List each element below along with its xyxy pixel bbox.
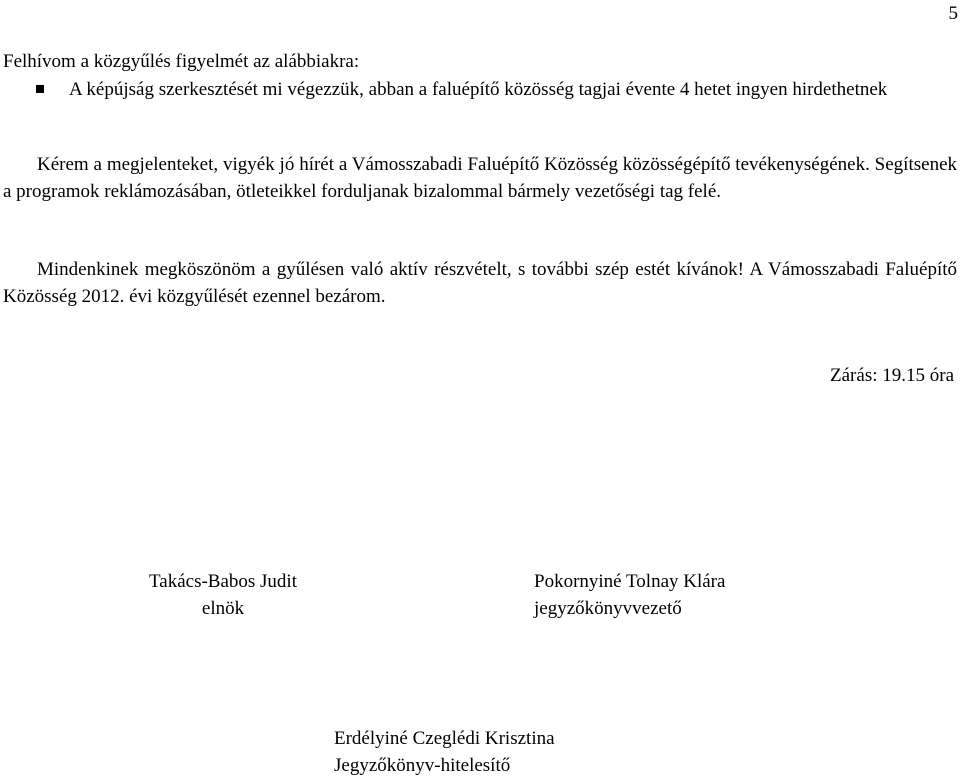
signature-authenticator-name: Erdélyiné Czeglédi Krisztina [334, 728, 555, 749]
signature-chair-name: Takács-Babos Judit [148, 571, 297, 592]
signature-chair-role: elnök [201, 598, 245, 619]
signature-secretary-role: jegyzőkönyvvezető [534, 598, 682, 619]
bullet-list [3, 76, 957, 103]
paragraph-thanks: Mindenkinek megköszönöm a gyűlésen való aktív részvételt, s további szép estét kívánok! A Vámosszabadi Faluépítő Közösség 2012. évi közgyűlését ezennel bezárom. [3, 259, 957, 307]
signature-secretary-name: Pokornyiné Tolnay Klára [534, 571, 726, 592]
signature-secretary [534, 568, 725, 622]
intro-text: Felhívom a közgyűlés figyelmét az alábbiakra: [3, 51, 360, 72]
closing-time: Zárás: 19.15 óra [830, 365, 954, 386]
paragraph-request: Kérem a megjelenteket, vigyék jó hírét a Vámosszabadi Faluépítő Közösség közösségépítő tevékenységének. Segítsenek a programok reklámozásában, ötleteikkel forduljanak bizalommal bármely vezetőségi tag felé. [3, 154, 957, 202]
bullet-item: A képújság szerkesztését mi végezzük, abban a faluépítő közösség tagjai évente 4 hetet ingyen hirdethetnek [69, 79, 888, 100]
signature-chair [118, 568, 328, 622]
signature-authenticator [334, 725, 555, 779]
page-number: 5 [948, 3, 958, 24]
square-bullet-icon [36, 85, 44, 93]
signature-authenticator-role: Jegyzőkönyv-hitelesítő [334, 755, 511, 776]
